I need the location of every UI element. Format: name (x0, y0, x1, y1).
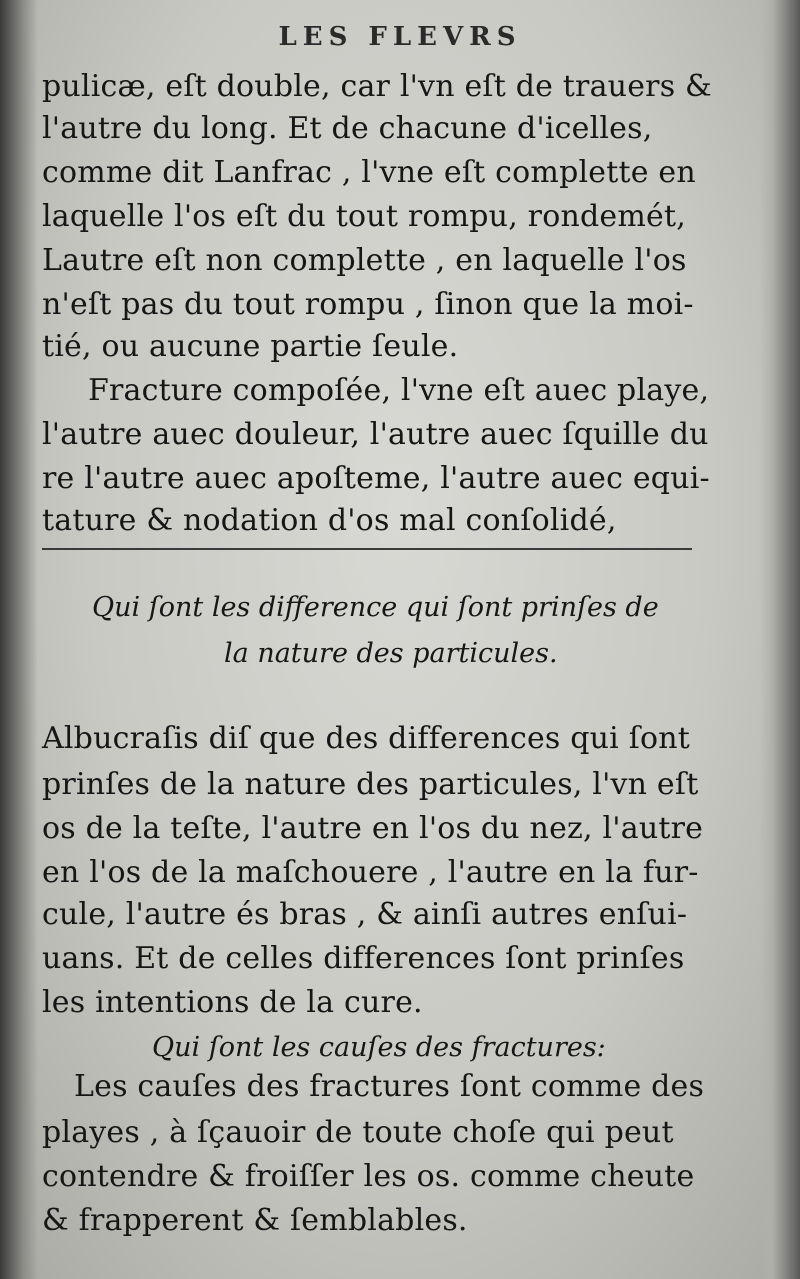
text-line: les intentions de la cure. (42, 985, 423, 1020)
section-heading: Qui ſont les difference qui ſont prinſes de (92, 592, 659, 623)
page-gutter-shadow (0, 0, 38, 1279)
section-heading: Qui ſont les cauſes des fractures: (152, 1032, 606, 1063)
text-line: comme dit Lanfrac , l'vne eſt complette en (42, 155, 696, 190)
text-line: l'autre auec douleur, l'autre auec ſquille du (42, 417, 709, 452)
section-rule (42, 548, 692, 550)
text-line: l'autre du long. Et de chacune d'icelles, (42, 111, 653, 146)
text-line: tié, ou aucune partie ſeule. (42, 329, 459, 364)
text-line: uans. Et de celles differences ſont prinſes (42, 941, 685, 976)
text-line: Lautre eſt non complette , en laquelle l'os (42, 243, 687, 278)
text-line: contendre & froiſſer les os. comme cheute (42, 1159, 695, 1194)
text-line: Albucraſis diſ que des differences qui ſont (42, 721, 691, 756)
section-heading: la nature des particules. (224, 638, 558, 669)
text-line: laquelle l'os eſt du tout rompu, rondemét, (42, 199, 686, 234)
running-header: LES FLEVRS (278, 22, 522, 52)
text-line: playes , à ſçauoir de toute choſe qui peut (42, 1115, 674, 1150)
text-line: prinſes de la nature des particules, l'vn eſt (42, 767, 699, 802)
text-line: Fracture compoſée, l'vne eſt auec playe, (88, 373, 710, 408)
page-edge-shadow (760, 0, 800, 1279)
text-line: en l'os de la maſchouere , l'autre en la fur- (42, 855, 699, 890)
text-line: re l'autre auec apoſteme, l'autre auec equi- (42, 461, 710, 496)
text-line: Les cauſes des fractures ſont comme des (74, 1069, 705, 1104)
text-line: pulicæ, eſt double, car l'vn eſt de trauers & (42, 69, 712, 104)
text-line: os de la teſte, l'autre en l'os du nez, l'autre (42, 811, 704, 846)
text-line: cule, l'autre és bras , & ainſi autres enſui- (42, 897, 688, 932)
text-line: n'eſt pas du tout rompu , ſinon que la moi- (42, 287, 694, 322)
text-line: tature & nodation d'os mal conſolidé, (42, 503, 617, 538)
text-line: & frapperent & ſemblables. (42, 1203, 468, 1238)
